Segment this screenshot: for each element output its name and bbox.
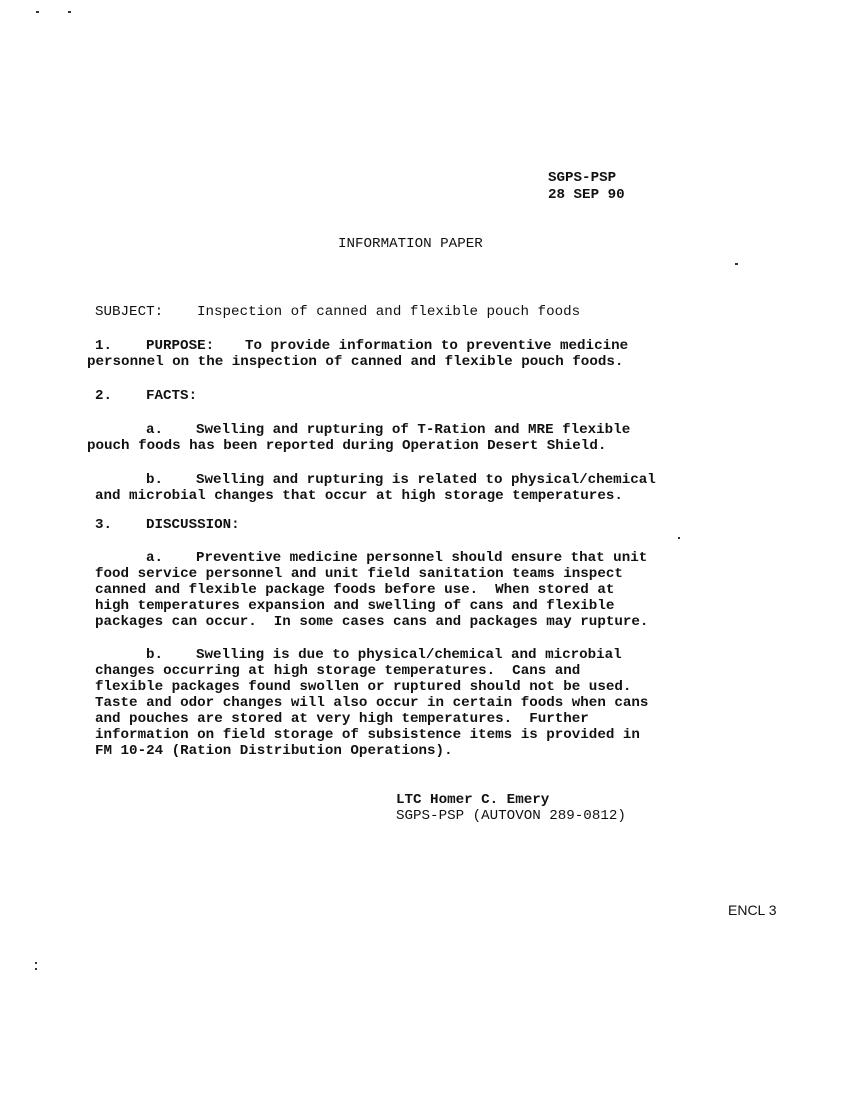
discussion-a-line: packages can occur. In some cases cans and packages may rupture. bbox=[95, 614, 649, 630]
scan-speck bbox=[678, 537, 680, 539]
purpose-line: To provide information to preventive medicine bbox=[245, 338, 629, 354]
discussion-a-letter: a. bbox=[146, 550, 164, 566]
discussion-b-letter: b. bbox=[146, 647, 164, 663]
page-title: INFORMATION PAPER bbox=[338, 236, 483, 252]
discussion-b-line: changes occurring at high storage temperatures. Cans and bbox=[95, 663, 581, 679]
facts-heading: FACTS: bbox=[146, 388, 198, 404]
purpose-line: personnel on the inspection of canned and flexible pouch foods. bbox=[87, 354, 624, 370]
signature-contact: SGPS-PSP (AUTOVON 289-0812) bbox=[396, 808, 626, 824]
discussion-b-line: Swelling is due to physical/chemical and microbial bbox=[196, 647, 622, 663]
enclosure-label: ENCL 3 bbox=[728, 902, 777, 918]
office-symbol: SGPS-PSP bbox=[548, 170, 617, 186]
scan-speck bbox=[35, 968, 37, 970]
facts-a-line: Swelling and rupturing of T-Ration and MRE flexible bbox=[196, 422, 631, 438]
discussion-a-line: food service personnel and unit field sanitation teams inspect bbox=[95, 566, 623, 582]
discussion-a-line: Preventive medicine personnel should ensure that unit bbox=[196, 550, 648, 566]
purpose-heading: PURPOSE: bbox=[146, 338, 215, 354]
discussion-b-line: flexible packages found swollen or ruptured should not be used. bbox=[95, 679, 632, 695]
scan-speck bbox=[735, 263, 738, 265]
facts-b-line: and microbial changes that occur at high storage temperatures. bbox=[95, 488, 623, 504]
subject-label: SUBJECT: bbox=[95, 304, 164, 320]
document-date: 28 SEP 90 bbox=[548, 187, 625, 203]
scan-speck bbox=[35, 962, 37, 964]
discussion-a-line: high temperatures expansion and swelling of cans and flexible bbox=[95, 598, 615, 614]
facts-a-line: pouch foods has been reported during Operation Desert Shield. bbox=[87, 438, 607, 454]
discussion-heading: DISCUSSION: bbox=[146, 517, 240, 533]
discussion-number: 3. bbox=[95, 517, 113, 533]
signature-name: LTC Homer C. Emery bbox=[396, 792, 550, 808]
scan-speck bbox=[36, 11, 39, 13]
discussion-b-line: FM 10-24 (Ration Distribution Operations). bbox=[95, 743, 453, 759]
facts-b-line: Swelling and rupturing is related to physical/chemical bbox=[196, 472, 656, 488]
discussion-b-line: information on field storage of subsistence items is provided in bbox=[95, 727, 640, 743]
facts-b-letter: b. bbox=[146, 472, 164, 488]
discussion-b-line: and pouches are stored at very high temperatures. Further bbox=[95, 711, 589, 727]
facts-a-letter: a. bbox=[146, 422, 164, 438]
discussion-a-line: canned and flexible package foods before use. When stored at bbox=[95, 582, 615, 598]
subject-text: Inspection of canned and flexible pouch foods bbox=[197, 304, 581, 320]
scan-speck bbox=[68, 11, 71, 13]
discussion-b-line: Taste and odor changes will also occur in certain foods when cans bbox=[95, 695, 649, 711]
facts-number: 2. bbox=[95, 388, 113, 404]
purpose-number: 1. bbox=[95, 338, 113, 354]
